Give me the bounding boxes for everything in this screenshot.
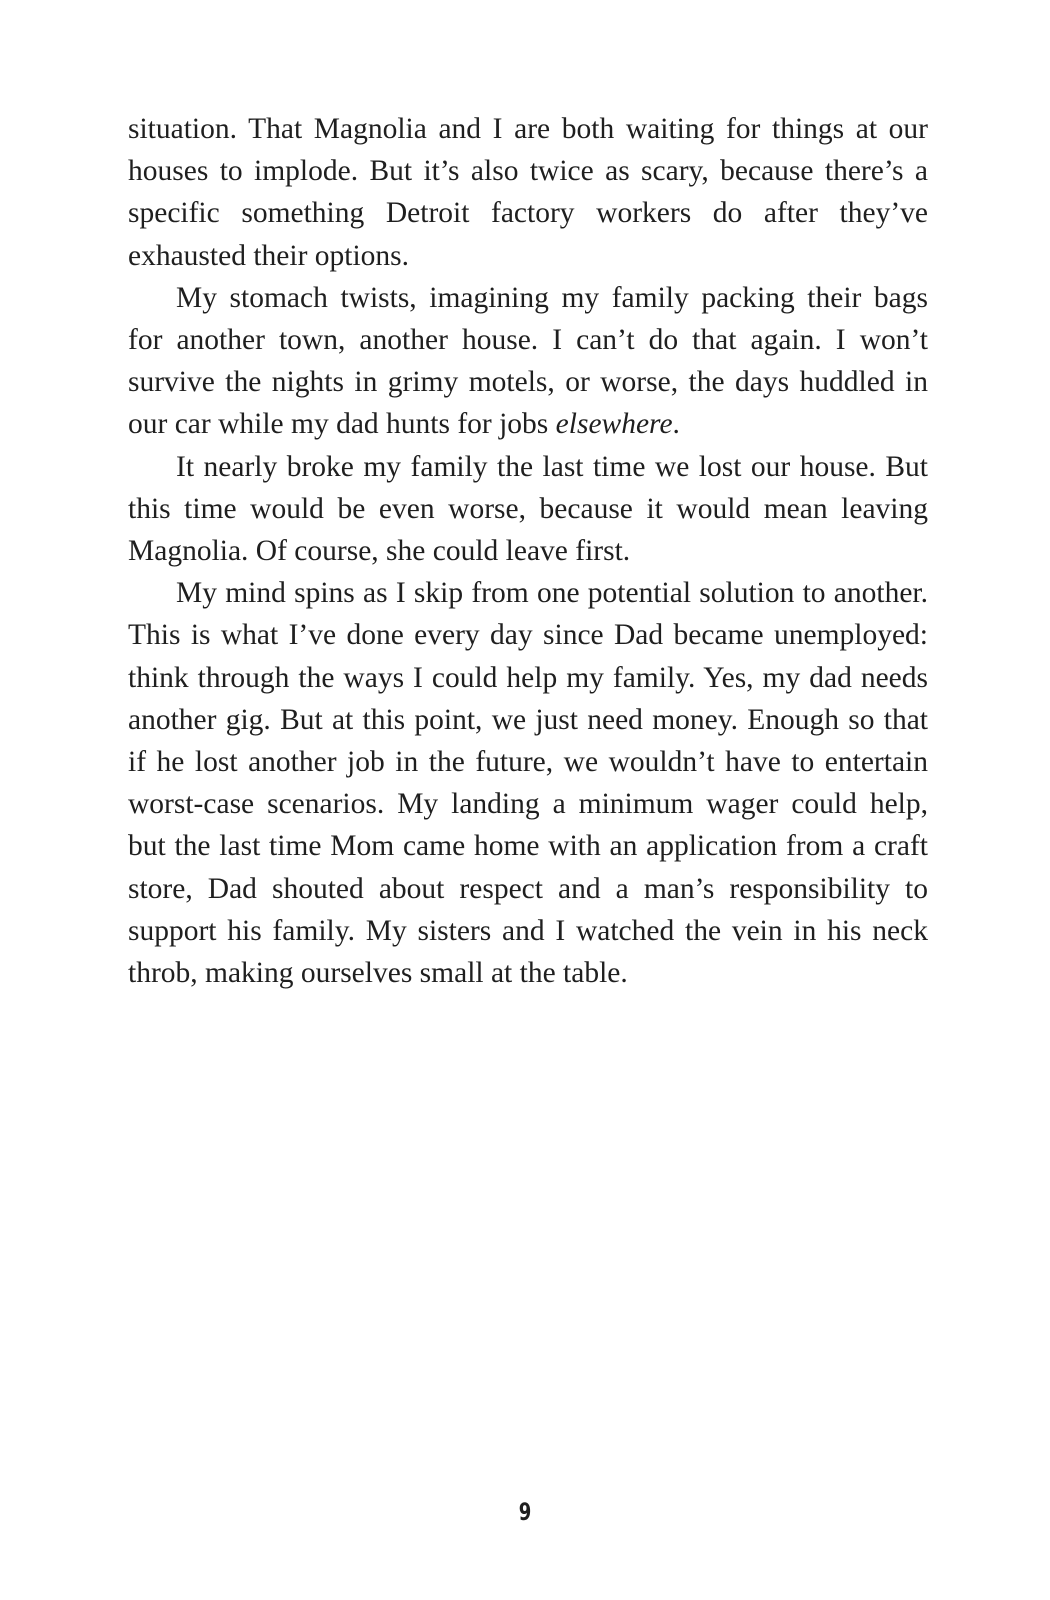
paragraph-3: It nearly broke my family the last time we lost our house. But this time would be even worse, because it would mean leaving Magnolia. Of course, she could leave first. — [128, 450, 928, 568]
body-text — [128, 108, 928, 994]
paragraph-1: situation. That Magnolia and I are both waiting for things at our houses to implode. But it’s also twice as scary, because there’s a specific something Detroit factory workers do after they’ve exhausted their options. — [128, 113, 928, 272]
paragraph-2-end: . — [672, 408, 680, 441]
paragraph-4: My mind spins as I skip from one potential solution to another. This is what I’ve done every day since Dad became unemployed: think through the ways I could help my family. Yes, my dad needs another gig. But at this point, we just need money. Enough so that if he lost another job in the future, we wouldn’t have to entertain worst-case scenarios. My landing a minimum wager could help, but the last time Mom came home with an application from a craft store, Dad shouted about respect and a man’s responsibility to support his family. My sisters and I watched the vein in his neck throb, making ourselves small at the table. — [128, 577, 928, 990]
paragraph-2 — [128, 277, 928, 446]
paragraph-2-text: My stomach twists, imagining my family packing their bags for another town, another house. I can’t do that again. I won’t survive the nights in grimy motels, or worse, the days huddled in our car while my dad hunts for jobs — [128, 281, 928, 441]
paragraph-2-italic: elsewhere — [555, 408, 673, 441]
page-number: 9 — [518, 1498, 532, 1526]
